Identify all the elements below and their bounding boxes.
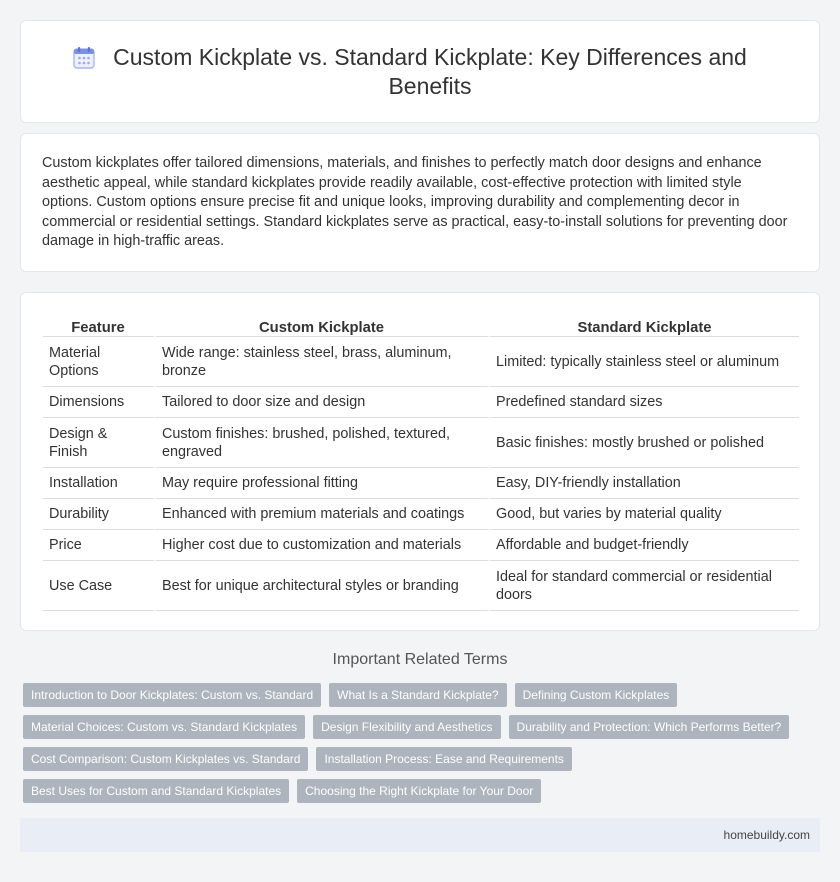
cell-feature: Material Options — [43, 337, 156, 387]
cell-feature: Durability — [43, 499, 156, 530]
tag-row — [23, 747, 813, 771]
cell-standard: Good, but varies by material quality — [490, 499, 799, 530]
table-row — [43, 561, 799, 611]
comparison-table-card — [20, 292, 820, 631]
footer — [20, 818, 820, 852]
related-tag[interactable]: Introduction to Door Kickplates: Custom vs. Standard — [23, 683, 321, 707]
related-tag[interactable]: Installation Process: Ease and Requirements — [316, 747, 571, 771]
cell-feature: Installation — [43, 468, 156, 499]
cell-custom: Wide range: stainless steel, brass, aluminum, bronze — [156, 337, 490, 387]
table-row — [43, 499, 799, 530]
header-custom-kickplate: Custom Kickplate — [156, 313, 490, 337]
cell-standard: Easy, DIY-friendly installation — [490, 468, 799, 499]
related-tag[interactable]: Choosing the Right Kickplate for Your Door — [297, 779, 541, 803]
table-row — [43, 337, 799, 387]
intro-card — [20, 133, 820, 272]
title-card — [20, 20, 820, 123]
cell-custom: Enhanced with premium materials and coatings — [156, 499, 490, 530]
cell-feature: Dimensions — [43, 387, 156, 418]
cell-standard: Limited: typically stainless steel or aluminum — [490, 337, 799, 387]
related-tag[interactable]: Material Choices: Custom vs. Standard Kickplates — [23, 715, 305, 739]
table-row — [43, 468, 799, 499]
table-row — [43, 418, 799, 468]
related-tag[interactable]: What Is a Standard Kickplate? — [329, 683, 506, 707]
cell-custom: May require professional fitting — [156, 468, 490, 499]
tag-row — [23, 683, 813, 707]
related-terms-title: Important Related Terms — [332, 651, 508, 668]
comparison-table — [43, 313, 799, 611]
related-tag[interactable]: Best Uses for Custom and Standard Kickplates — [23, 779, 289, 803]
table-header-row — [43, 313, 799, 337]
page-title: Custom Kickplate vs. Standard Kickplate: Key Differences and Benefits — [113, 44, 747, 99]
tag-row — [23, 715, 813, 739]
related-tag[interactable]: Defining Custom Kickplates — [515, 683, 678, 707]
footer-site-link[interactable]: homebuildy.com — [723, 828, 810, 842]
cell-standard: Predefined standard sizes — [490, 387, 799, 418]
intro-paragraph: Custom kickplates offer tailored dimensions, materials, and finishes to perfectly match door designs and enhance aesthetic appeal, while standard kickplates provide readily available, cost-effective protection with limited style options. Custom options ensure precise fit and unique looks, improving durability and complementing decor in commercial or residential settings. Standard kickplates serve as practical, easy-to-install solutions for preventing door damage in high-traffic areas. — [42, 155, 788, 250]
tag-row — [23, 779, 813, 803]
cell-feature: Use Case — [43, 561, 156, 611]
related-tag[interactable]: Cost Comparison: Custom Kickplates vs. Standard — [23, 747, 308, 771]
header-standard-kickplate: Standard Kickplate — [490, 313, 799, 337]
cell-custom: Tailored to door size and design — [156, 387, 490, 418]
cell-feature: Design & Finish — [43, 418, 156, 468]
cell-custom: Best for unique architectural styles or branding — [156, 561, 490, 611]
cell-custom: Custom finishes: brushed, polished, textured, engraved — [156, 418, 490, 468]
related-tag[interactable]: Design Flexibility and Aesthetics — [313, 715, 500, 739]
cell-standard: Ideal for standard commercial or residential doors — [490, 561, 799, 611]
related-terms-tags — [23, 683, 813, 811]
table-row — [43, 530, 799, 561]
cell-custom: Higher cost due to customization and materials — [156, 530, 490, 561]
related-tag[interactable]: Durability and Protection: Which Performs Better? — [509, 715, 790, 739]
cell-standard: Affordable and budget-friendly — [490, 530, 799, 561]
cell-feature: Price — [43, 530, 156, 561]
cell-standard: Basic finishes: mostly brushed or polished — [490, 418, 799, 468]
table-row — [43, 387, 799, 418]
header-feature: Feature — [43, 313, 156, 337]
